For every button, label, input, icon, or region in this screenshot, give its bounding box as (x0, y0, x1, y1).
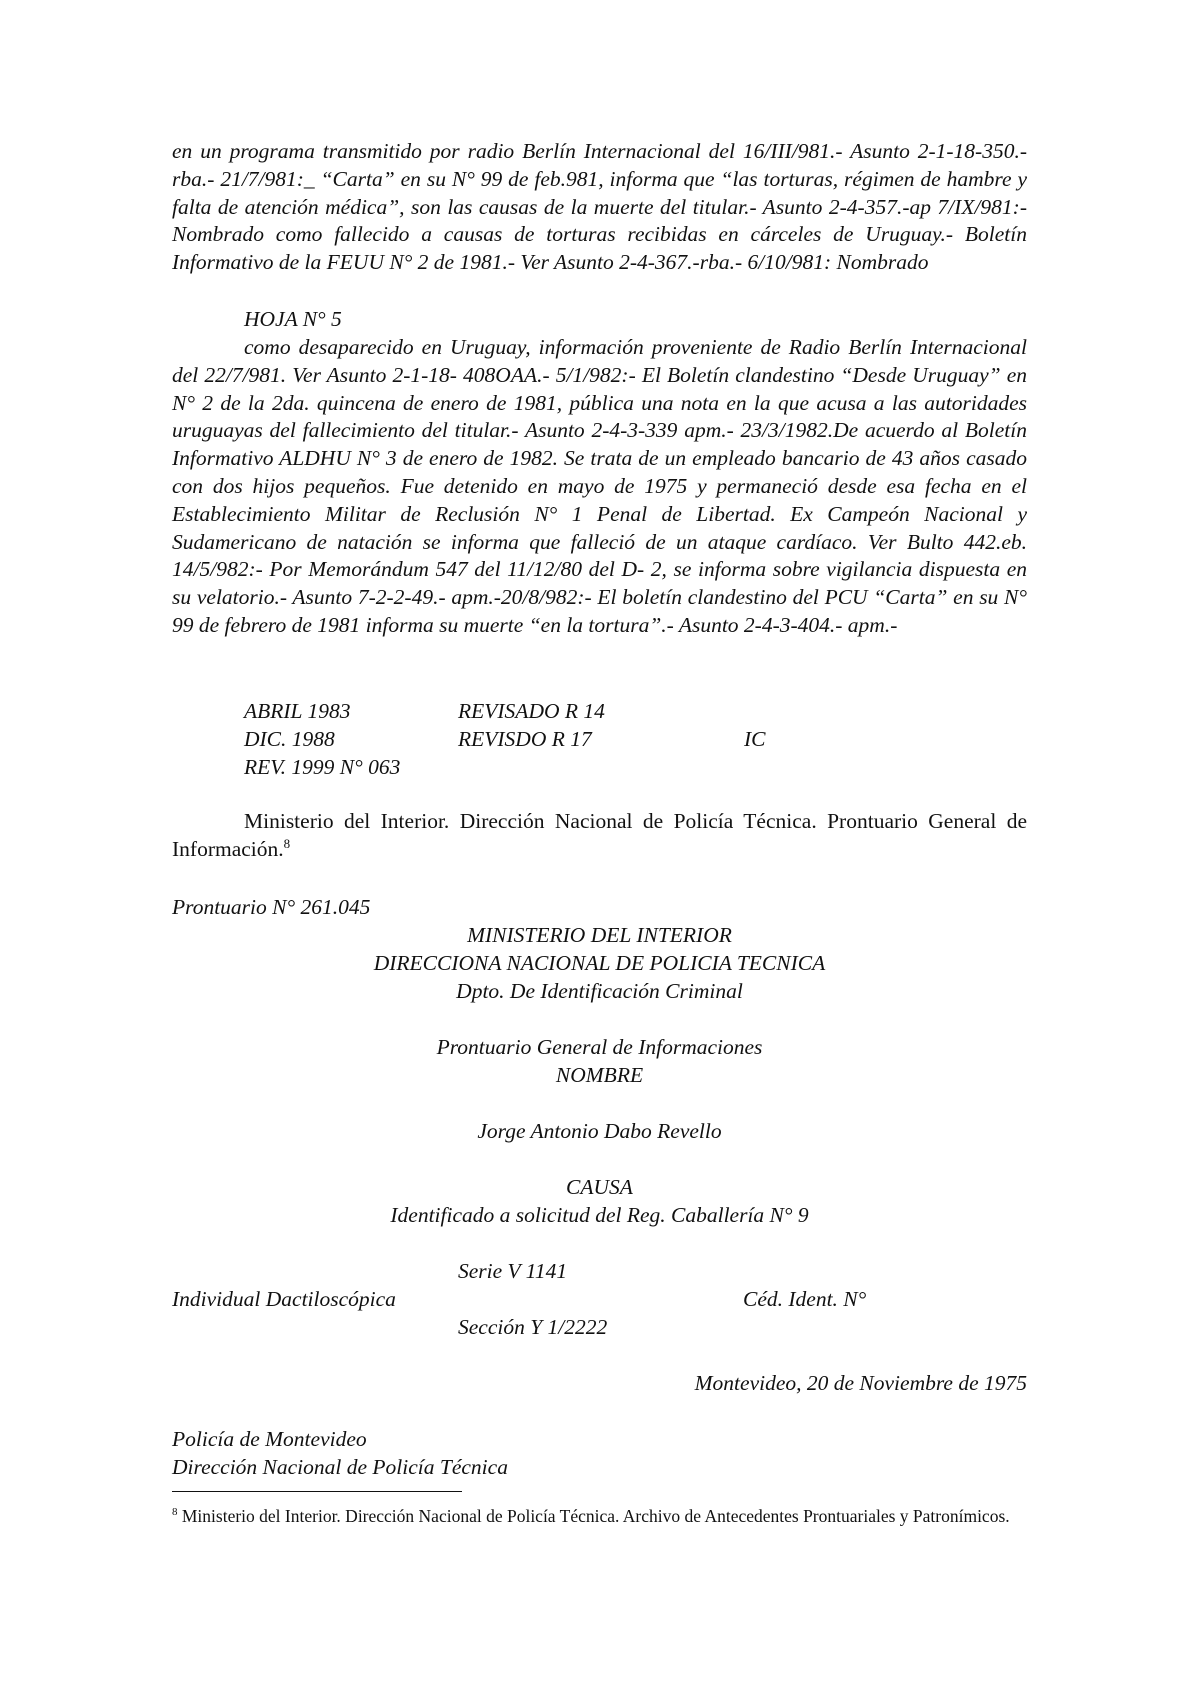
revision-note-1: REVISADO R 14 (458, 699, 605, 723)
footer-direction: Dirección Nacional de Policía Técnica (172, 1455, 508, 1479)
revision-date-2: DIC. 1988 (244, 727, 335, 751)
paragraph-archive-entries: en un programa transmitido por radio Berlín Internacional del 16/III/981.- Asunto 2-1-18-350.- rba.- 21/7/981:_ “Carta” en su N° 99 de feb.981, informa que “las torturas, régimen de hambre y falta de atención médica”, son las causas de la muerte del titular.- Asunto 2-4-357.-ap 7/IX/981:- Nombrado como fallecido a causas de torturas recibidas en cárceles de Uruguay.- Boletín Informativo de la FEUU N° 2 de 1981.- Ver Asunto 2-4-367.-rba.- 6/10/981: Nombrado (172, 139, 1027, 275)
footnote (172, 1505, 1027, 1528)
causa-label: CAUSA (566, 1175, 633, 1199)
sheet-number: HOJA N° 5 (244, 307, 342, 331)
source-text: Ministerio del Interior. Dirección Nacional de Policía Técnica. Prontuario General de Información. (172, 809, 1027, 861)
footer-police: Policía de Montevideo (172, 1427, 367, 1451)
cedula-label: Céd. Ident. N° (743, 1287, 867, 1311)
header-department: Dpto. De Identificación Criminal (456, 979, 743, 1003)
serie-code: Serie V 1141 (458, 1259, 568, 1283)
revision-code: IC (744, 727, 766, 751)
record-title: Prontuario General de Informaciones (436, 1035, 763, 1059)
revision-note-2: REVISDO R 17 (458, 727, 592, 751)
person-name: Jorge Antonio Dabo Revello (477, 1119, 722, 1143)
seccion-code: Sección Y 1/2222 (458, 1315, 608, 1339)
causa-text: Identificado a solicitud del Reg. Caballería N° 9 (390, 1203, 809, 1227)
revision-date-3: REV. 1999 N° 063 (244, 755, 401, 779)
place-date: Montevideo, 20 de Noviembre de 1975 (694, 1371, 1027, 1395)
name-label: NOMBRE (555, 1063, 644, 1087)
prontuario-number: Prontuario N° 261.045 (172, 895, 371, 919)
revision-date-1: ABRIL 1983 (244, 699, 351, 723)
individual-dactiloscopica: Individual Dactiloscópica (172, 1287, 396, 1311)
source-paragraph (172, 808, 1027, 864)
footnote-divider (172, 1491, 462, 1492)
footnote-reference: 8 (283, 835, 291, 851)
header-direction: DIRECCIONA NACIONAL DE POLICIA TECNICA (373, 951, 826, 975)
paragraph-archive-continuation: como desaparecido en Uruguay, información proveniente de Radio Berlín Internacional del 22/7/981. Ver Asunto 2-1-18- 408OAA.- 5/1/982:- El Boletín clandestino “Desde Uruguay” en N° 2 de la 2da. quincena de enero de 1981, pública una nota en la que acusa a las autoridades uruguayas del fallecimiento del titular.- Asunto 2-4-3-339 apm.- 23/3/1982.De acuerdo al Boletín Informativo ALDHU N° 3 de enero de 1982. Se trata de un empleado bancario de 43 años casado con dos hijos pequeños. Fue detenido en mayo de 1975 y permaneció desde esa fecha en el Establecimiento Militar de Reclusión N° 1 Penal de Libertad. Ex Campeón Nacional y Sudamericano de natación se informa que falleció de un ataque cardíaco. Ver Bulto 442.eb. 14/5/982:- Por Memorándum 547 del 11/12/80 del D- 2, se informa sobre vigilancia dispuesta en su velatorio.- Asunto 7-2-2-49.- apm.-20/8/982:- El boletín clandestino del PCU “Carta” en su N° 99 de febrero de 1981 informa su muerte “en la tortura”.- Asunto 2-4-3-404.- apm.- (172, 335, 1027, 637)
header-ministry: MINISTERIO DEL INTERIOR (467, 923, 732, 947)
footnote-number: 8 (172, 1506, 178, 1519)
footnote-text: Ministerio del Interior. Dirección Nacional de Policía Técnica. Archivo de Antecedentes Prontuariales y Patronímicos. (181, 1506, 1010, 1526)
